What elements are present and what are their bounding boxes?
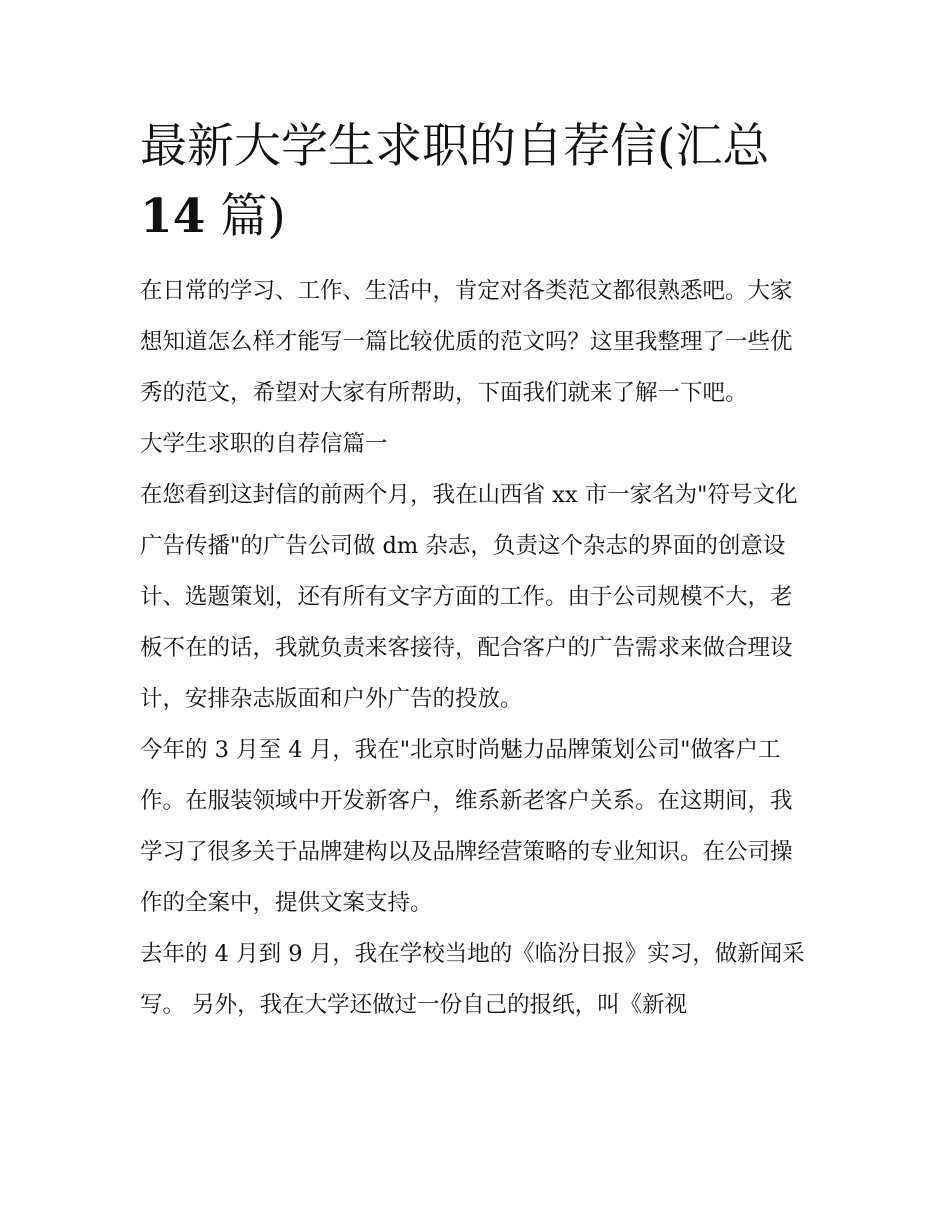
title-line-1: 最新大学生求职的自荐信(汇总 bbox=[140, 119, 770, 174]
document-title bbox=[140, 112, 812, 252]
title-count: 14 bbox=[140, 189, 206, 244]
body-paragraph: 在您看到这封信的前两个月，我在山西省 xx 市一家名为"符号文化广告传播"的广告公司做 dm 杂志，负责这个杂志的界面的创意设计、选题策划，还有所有文字方面的工作。由于公司规模不大，老板不在的话，我就负责来客接待，配合客户的广告需求来做合理设计，安排杂志版面和户外广告的投放。 bbox=[140, 482, 798, 712]
title-line-2: 篇) bbox=[205, 189, 286, 244]
section-heading: 大学生求职的自荐信篇一 bbox=[140, 431, 388, 457]
body-paragraph: 今年的 3 月至 4 月，我在"北京时尚魅力品牌策划公司"做客户工作。在服装领域中开发新客户，维系新老客户关系。在这期间，我学习了很多关于品牌建构以及品牌经营策略的专业知识。在公司操作的全案中，提供文案支持。 bbox=[140, 737, 793, 916]
document-page bbox=[140, 112, 812, 1031]
body-paragraph: 去年的 4 月到 9 月，我在学校当地的《临汾日报》实习，做新闻采写。 另外，我在大学还做过一份自己的报纸，叫《新视 bbox=[140, 941, 805, 1018]
intro-paragraph: 在日常的学习、工作、生活中，肯定对各类范文都很熟悉吧。大家想知道怎么样才能写一篇比较优质的范文吗？这里我整理了一些优秀的范文，希望对大家有所帮助，下面我们就来了解一下吧。 bbox=[140, 278, 793, 406]
